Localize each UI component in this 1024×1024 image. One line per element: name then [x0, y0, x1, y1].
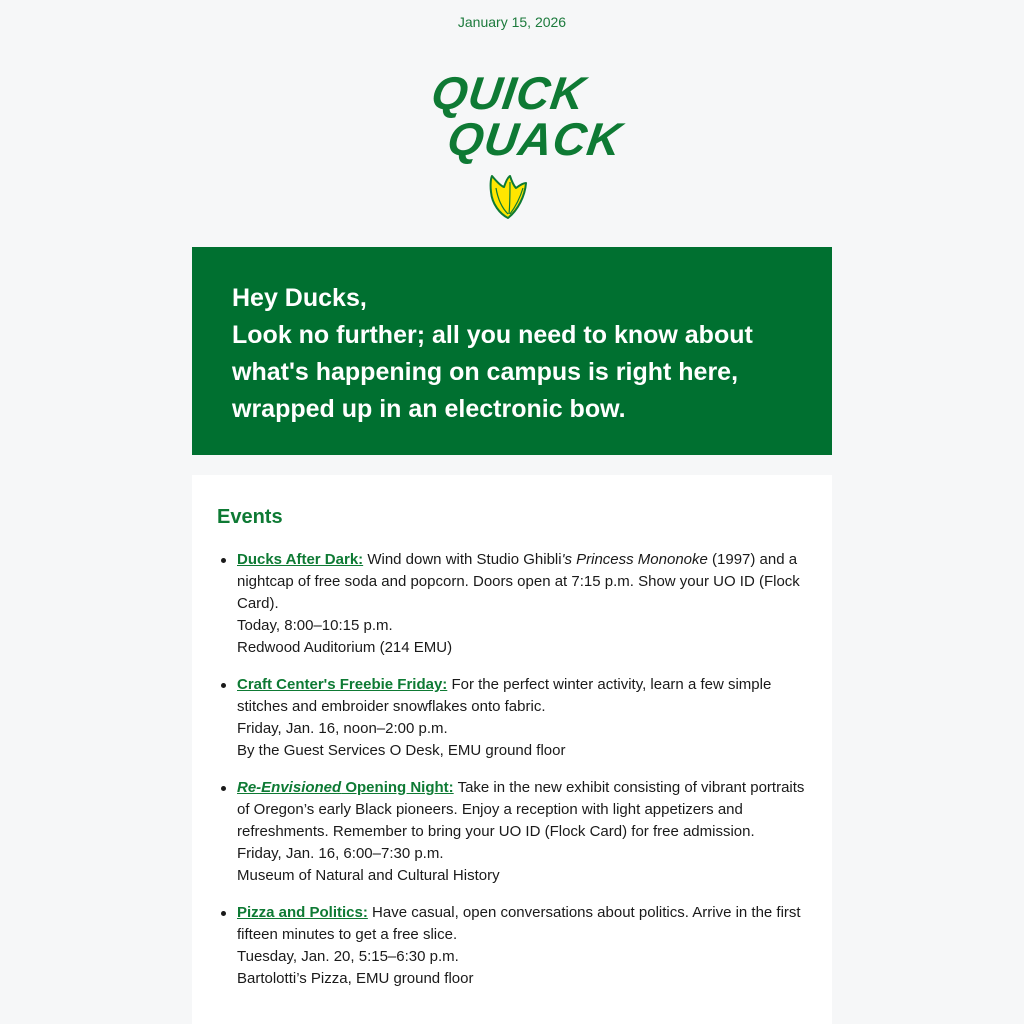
welcome-message: Look no further; all you need to know about what's happening on campus is right here, wrapped up in an electronic bow.	[232, 321, 753, 423]
events-list	[217, 549, 807, 990]
event-location: Redwood Auditorium (214 EMU)	[237, 639, 453, 656]
event-location: Bartolotti’s Pizza, EMU ground floor	[237, 970, 474, 987]
event-link-pizza-politics[interactable]: Pizza and Politics:	[237, 904, 368, 921]
events-heading: Events	[217, 506, 283, 528]
event-time: Friday, Jan. 16, noon–2:00 p.m.	[237, 720, 448, 737]
event-link-title: Opening Night:	[341, 779, 454, 796]
event-time: Today, 8:00–10:15 p.m.	[237, 617, 393, 634]
event-description: For the perfect winter activity, learn a few simple stitches and embroider snowflakes onto fabric.	[237, 676, 772, 715]
event-description: Have casual, open conversations about politics. Arrive in the first fifteen minutes to get a free slice.	[237, 904, 801, 943]
event-item-freebie-friday	[217, 674, 807, 762]
event-time: Friday, Jan. 16, 6:00–7:30 p.m.	[237, 845, 444, 862]
logo-line-quack: QUACK	[444, 113, 626, 165]
welcome-banner	[192, 247, 832, 455]
event-location: Museum of Natural and Cultural History	[237, 867, 500, 884]
quick-quack-logo	[428, 67, 626, 220]
event-item-re-envisioned	[217, 777, 807, 887]
event-item-ducks-after-dark	[217, 549, 807, 659]
duck-foot-icon	[488, 174, 528, 220]
event-link-ducks-after-dark[interactable]: Ducks After Dark:	[237, 551, 364, 568]
event-description: Wind down with Studio Ghibli	[363, 551, 562, 568]
event-time: Tuesday, Jan. 20, 5:15–6:30 p.m.	[237, 948, 459, 965]
event-description: Take in the new exhibit consisting of vibrant portraits of Oregon’s early Black pioneers. Enjoy a reception with light appetizers and refreshments. Remember to bring your UO ID (Flock Card) for free admission.	[237, 779, 805, 840]
event-link-re-envisioned[interactable]	[237, 779, 454, 796]
event-link-title-em: Re-Envisioned	[237, 779, 342, 796]
event-item-pizza-politics	[217, 902, 807, 990]
welcome-greeting: Hey Ducks,	[232, 284, 367, 312]
event-location: By the Guest Services O Desk, EMU ground floor	[237, 742, 566, 759]
logo-line-quick: QUICK	[428, 67, 589, 119]
event-link-freebie-friday[interactable]: Craft Center's Freebie Friday:	[237, 676, 448, 693]
event-film-title: 's Princess Mononoke	[561, 551, 708, 568]
newsletter-date: January 15, 2026	[457, 14, 567, 30]
events-card	[192, 475, 832, 1024]
event-description: (1997) and a nightcap of free soda and popcorn. Doors open at 7:15 p.m. Show your UO ID (Flock Card).	[237, 551, 800, 612]
